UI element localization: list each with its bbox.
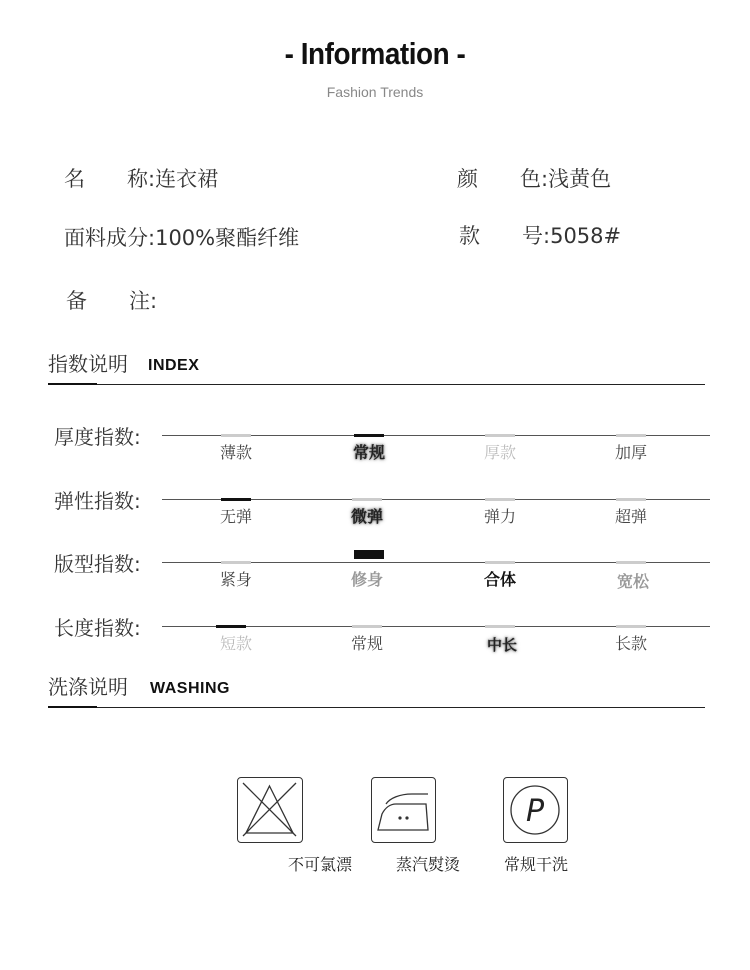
index-option: 弹力 [483,507,516,526]
index-option: 合体 [483,570,516,589]
index-row-length [0,612,750,652]
index-option: 紧身 [219,570,252,589]
info-fabric-label: 面料成分: [64,226,156,250]
dry-clean-icon [503,777,568,843]
wash-label: 不可氯漂 [287,855,352,874]
index-section-en: INDEX [148,357,200,374]
index-mark [352,498,382,501]
index-row-label: 版型指数: [54,552,141,576]
index-option: 中长 [486,636,517,654]
index-section-cn: 指数说明 [48,352,128,376]
page-subtitle: Fashion Trends [326,84,424,100]
info-fabric [64,222,299,252]
index-mark [485,561,515,564]
index-row-elasticity [0,485,750,525]
index-row-label: 厚度指数: [54,425,141,449]
index-option: 加厚 [614,443,647,462]
info-style-no-label: 款 号: [459,224,551,248]
index-mark [485,625,515,628]
index-row-thickness [0,421,750,461]
washing-section-rule-accent [48,706,97,708]
svg-text:P: P [525,794,545,829]
index-option-selected: 无弹 [219,507,252,526]
index-option-selected: 修身 [350,570,383,589]
index-row-fit [0,548,750,591]
index-option: 超弹 [614,507,647,526]
index-mark [221,434,251,437]
washing-section-cn: 洗涤说明 [48,675,128,699]
index-option: 微弹 [350,507,383,526]
steam-iron-icon [371,777,436,843]
info-style-no [459,220,621,250]
index-mark [485,434,515,437]
index-mark-selected [354,550,384,559]
index-option: 宽松 [616,572,649,591]
page-title: - Information - [284,36,466,71]
info-name-label: 名 称: [64,167,156,191]
index-option: 长款 [614,634,647,653]
index-option: 薄款 [219,443,252,462]
wash-label: 蒸汽熨烫 [395,855,460,874]
index-mark [221,561,251,564]
index-mark-selected [354,434,384,437]
index-row-label: 长度指数: [54,616,141,640]
washing-section-header [48,668,705,708]
info-fabric-value: 100%聚酯纤维 [155,226,300,250]
info-name-value: 连衣裙 [155,167,219,191]
no-bleach-icon [237,777,303,843]
index-option: 厚款 [483,443,516,462]
index-option-selected: 常规 [352,443,385,462]
index-mark [616,434,646,437]
info-color [457,163,611,193]
washing-section-rule [48,707,705,708]
info-remark-label: 备 注: [66,289,158,313]
index-mark-selected [216,625,246,628]
info-name [64,163,218,193]
index-section-rule-accent [48,383,97,385]
index-option-selected: 短款 [219,634,252,653]
index-mark [485,498,515,501]
washing-section-en: WASHING [150,680,230,697]
info-style-no-value: 5058# [550,224,622,248]
info-color-value: 浅黄色 [548,167,612,191]
index-mark [616,625,646,628]
info-remark [66,285,157,315]
info-color-label: 颜 色: [457,167,549,191]
index-mark-selected [221,498,251,501]
index-section-header [48,345,705,385]
index-section-rule [48,384,705,385]
index-mark [616,561,646,564]
index-mark [352,625,382,628]
index-option: 常规 [350,634,383,653]
wash-label: 常规干洗 [503,855,568,874]
index-row-label: 弹性指数: [54,489,141,513]
index-mark [616,498,646,501]
